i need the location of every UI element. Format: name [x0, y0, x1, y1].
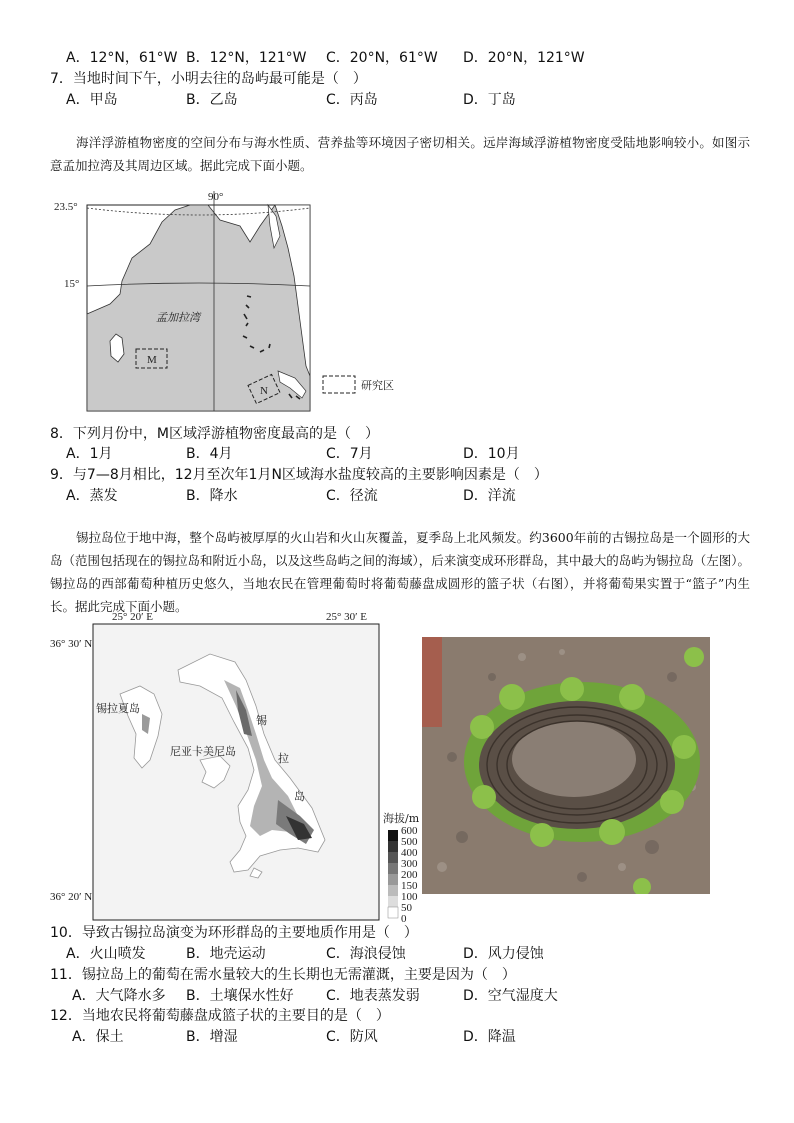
label-thera-char-1: 锡: [256, 714, 267, 727]
bay-of-bengal-label: 孟加拉湾: [156, 311, 200, 324]
q12-option-b: B．增湿: [186, 1029, 238, 1045]
q11-option-c: C．地表蒸发弱: [326, 988, 420, 1004]
lon-25-30-label: 25° 30′ E: [326, 611, 368, 623]
q8-option-c: C．7月: [326, 446, 373, 462]
lat-23-5-label: 23.5°: [54, 201, 78, 213]
legend-50: 50: [401, 902, 412, 914]
q10-option-b: B．地壳运动: [186, 946, 266, 962]
q7-option-c: C．丙岛: [326, 92, 378, 108]
label-nea-kameni: 尼亚卡美尼岛: [170, 745, 236, 758]
q11-stem: 11．锡拉岛上的葡萄在需水量较大的生长期也无需灌溉，主要是因为（ ）: [50, 967, 516, 983]
legend-research-area: 研究区: [361, 379, 394, 392]
box-m-label: M: [147, 354, 157, 366]
q10-option-c: C．海浪侵蚀: [326, 946, 406, 962]
label-thera-char-2: 拉: [278, 752, 289, 765]
legend-dashed-box: [323, 376, 355, 393]
box-n-label: N: [260, 385, 268, 397]
q12-stem: 12．当地农民将葡萄藤盘成篮子状的主要目的是（ ）: [50, 1008, 390, 1024]
legend-500: 500: [401, 836, 418, 848]
q6-option-b: B．12°N，121°W: [186, 50, 307, 66]
legend-100: 100: [401, 891, 418, 903]
lat-36-30-label: 36° 30′ N: [50, 638, 93, 650]
label-thera-char-3: 岛: [294, 790, 305, 803]
elevation-color-scale: [388, 830, 398, 918]
legend-150: 150: [401, 880, 418, 892]
q8-option-d: D．10月: [463, 446, 520, 462]
label-therasia: 锡拉夏岛: [96, 702, 140, 715]
lat-36-20-label: 36° 20′ N: [50, 891, 93, 903]
q10-option-a: A．火山喷发: [66, 946, 146, 962]
q8-stem: 8．下列月份中，M区域浮游植物密度最高的是（ ）: [50, 426, 379, 442]
q10-option-d: D．风力侵蚀: [463, 946, 544, 962]
lon-90-label: 90°: [208, 191, 224, 203]
q9-option-a: A．蒸发: [66, 488, 118, 504]
q12-option-a: A．保土: [72, 1029, 124, 1045]
q9-option-c: C．径流: [326, 488, 378, 504]
legend-400: 400: [401, 847, 418, 859]
passage-bay-of-bengal: 海洋浮游植物密度的空间分布与海水性质、营养盐等环境因子密切相关。远岸海域浮游植物密度受陆地影响较小。如图示意孟加拉湾及其周边区域。据此完成下面小题。: [50, 135, 750, 173]
legend-200: 200: [401, 869, 418, 881]
lon-25-20-label: 25° 20′ E: [112, 611, 154, 623]
passage-santorini: 锡拉岛位于地中海，整个岛屿被厚厚的火山岩和火山灰覆盖，夏季岛上北风频发。约3600年前的古锡拉岛是一个圆形的大岛（范围包括现在的锡拉岛和附近小岛，以及这些岛屿之间的海域），后来演变成环形群岛，其中最大的岛屿为锡拉岛（左图）。锡拉岛的西部葡萄种植历史悠久，当地农民在管理葡萄时将葡萄藤盘成圆形的篮子状（右图），并将葡萄果实置于“篮子”内生长。据此完成下面小题。: [50, 530, 751, 614]
legend-300: 300: [401, 858, 418, 870]
q12-option-c: C．防风: [326, 1029, 378, 1045]
legend-600: 600: [401, 825, 418, 837]
q6-option-c: C．20°N，61°W: [326, 50, 438, 66]
legend-0: 0: [401, 913, 407, 922]
grapevine-basket-photo: [422, 637, 710, 894]
q10-stem: 10．导致古锡拉岛演变为环形群岛的主要地质作用是（ ）: [50, 925, 418, 941]
q6-option-a: A．12°N，61°W: [66, 50, 178, 66]
q8-option-b: B．4月: [186, 446, 233, 462]
q7-option-b: B．乙岛: [186, 92, 238, 108]
q6-option-d: D．20°N，121°W: [463, 50, 585, 66]
lat-15-label: 15°: [64, 278, 80, 290]
q12-option-d: D．降温: [463, 1029, 516, 1045]
q11-option-b: B．土壤保水性好: [186, 988, 294, 1004]
q7-option-d: D．丁岛: [463, 92, 516, 108]
q11-option-d: D．空气湿度大: [463, 988, 558, 1004]
legend-elevation-title: 海拔/m: [383, 812, 420, 825]
q7-option-a: A．甲岛: [66, 92, 118, 108]
q9-option-d: D．洋流: [463, 488, 516, 504]
q9-option-b: B．降水: [186, 488, 238, 504]
q11-option-a: A．大气降水多: [72, 988, 166, 1004]
q7-stem: 7．当地时间下午，小明去往的岛屿最可能是（ ）: [50, 71, 367, 87]
q8-option-a: A．1月: [66, 446, 113, 462]
bay-of-bengal-map: [50, 186, 410, 416]
q9-stem: 9．与7—8月相比，12月至次年1月N区域海水盐度较高的主要影响因素是（ ）: [50, 467, 548, 483]
santorini-elevation-map: [50, 610, 420, 922]
